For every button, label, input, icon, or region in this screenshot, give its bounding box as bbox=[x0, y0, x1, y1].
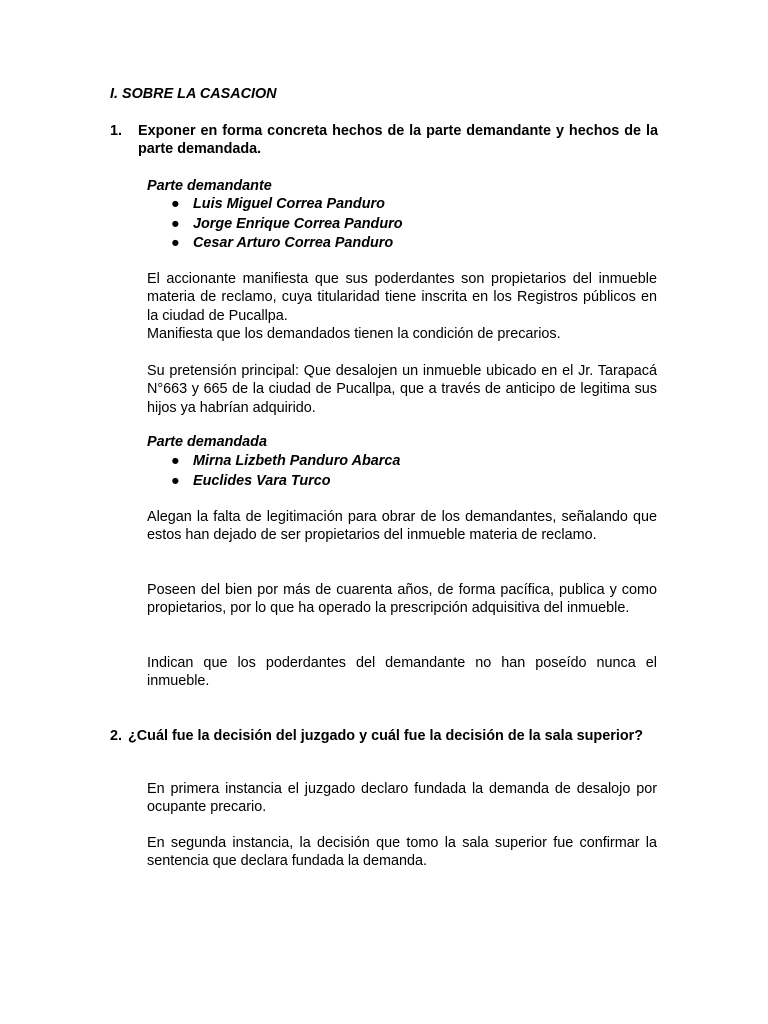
list-item bbox=[171, 195, 633, 215]
paragraph: En primera instancia el juzgado declaro fundada la demanda de desalojo por ocupante precario. bbox=[147, 781, 657, 816]
list-item bbox=[171, 472, 633, 492]
paragraph: Su pretensión principal: Que desalojen un inmueble ubicado en el Jr. Tarapacá N°663 y 665 de la ciudad de Pucallpa, que a través de anticipo de legitima sus hijos ya habrían adquirido. bbox=[147, 363, 657, 416]
plaintiff-name: Cesar Arturo Correa Panduro bbox=[193, 235, 394, 251]
plaintiff-name: Luis Miguel Correa Panduro bbox=[193, 196, 385, 212]
defendant-name: Mirna Lizbeth Panduro Abarca bbox=[193, 453, 401, 469]
question-2-text: ¿Cuál fue la decisión del juzgado y cuál fue la decisión de la sala superior? bbox=[128, 728, 643, 744]
defendant-list bbox=[171, 452, 633, 491]
list-item bbox=[171, 234, 633, 254]
paragraph: Poseen del bien por más de cuarenta años, de forma pacífica, publica y como propietarios, por lo que ha operado la prescripción adquisitiva del inmueble. bbox=[147, 582, 657, 617]
list-item bbox=[171, 452, 633, 472]
question-1-number: 1. bbox=[110, 123, 123, 139]
bullet-icon: ● bbox=[171, 472, 180, 489]
paragraph: Alegan la falta de legitimación para obrar de los demandantes, señalando que estos han dejado de ser propietarios del inmueble materia de reclamo. bbox=[147, 509, 657, 544]
question-2-number: 2. bbox=[110, 728, 123, 744]
paragraph: Indican que los poderdantes del demandante no han poseído nunca el inmueble. bbox=[147, 655, 657, 690]
bullet-icon: ● bbox=[171, 235, 180, 251]
bullet-icon: ● bbox=[171, 196, 180, 212]
plaintiff-name: Jorge Enrique Correa Panduro bbox=[193, 215, 403, 232]
bullet-icon: ● bbox=[171, 215, 180, 232]
question-1-text: Exponer en forma concreta hechos de la parte demandante y hechos de la parte demandada. bbox=[138, 123, 658, 158]
bullet-icon: ● bbox=[171, 453, 180, 469]
plaintiff-list bbox=[171, 195, 633, 254]
paragraph: El accionante manifiesta que sus poderdantes son propietarios del inmueble materia de reclamo, cuya titularidad tiene inscrita en los Registros públicos en la ciudad de Pucallpa. bbox=[147, 271, 657, 324]
plaintiff-label: Parte demandante bbox=[147, 178, 272, 194]
paragraph: En segunda instancia, la decisión que tomo la sala superior fue confirmar la sentencia que declara fundada la demanda. bbox=[147, 835, 657, 870]
defendant-label: Parte demandada bbox=[147, 434, 267, 450]
defendant-name: Euclides Vara Turco bbox=[193, 472, 331, 489]
list-item bbox=[171, 215, 633, 235]
paragraph: Manifiesta que los demandados tienen la condición de precarios. bbox=[147, 326, 561, 342]
section-heading: I. SOBRE LA CASACION bbox=[110, 86, 277, 102]
